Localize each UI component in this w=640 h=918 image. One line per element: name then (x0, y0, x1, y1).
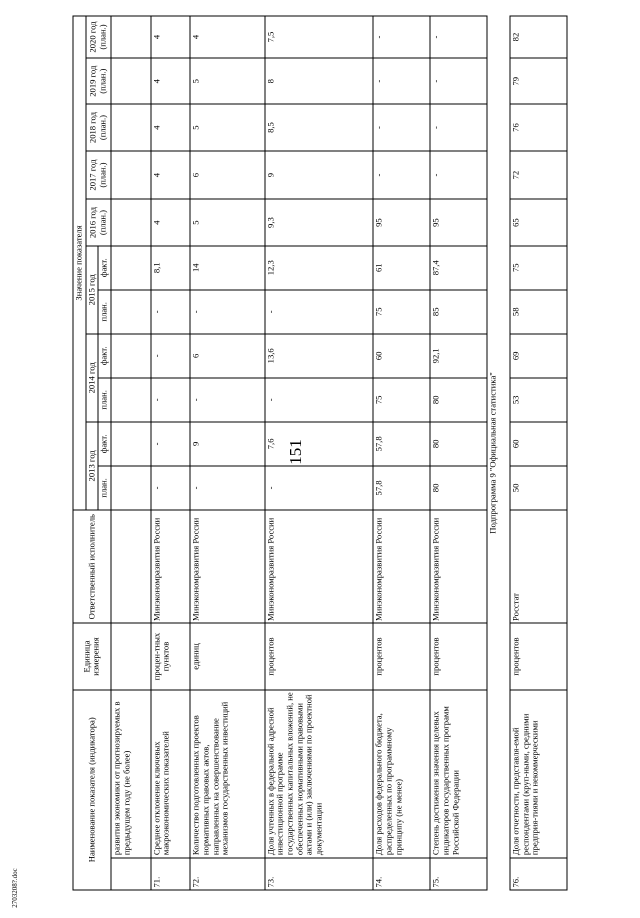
row-responsible: Росстат (510, 509, 567, 623)
header-2015: 2015 год (86, 245, 99, 333)
header-2013: 2013 год (86, 421, 99, 509)
value-cell: 5 (190, 199, 264, 245)
value-cell: - (190, 289, 264, 333)
row-unit: процентов (373, 623, 430, 689)
value-cell: 4 (151, 104, 191, 150)
row-number: 72. (190, 857, 264, 889)
header-2014-plan: план. (98, 377, 111, 421)
value-cell: - (430, 16, 487, 58)
value-cell: 76 (510, 104, 567, 150)
value-cell: - (151, 333, 191, 377)
table-row (190, 16, 264, 890)
row-name: Степень достижения значения целевых индикаторов государственных программ Российской Федерации (430, 689, 487, 857)
value-cell: 8,1 (151, 245, 191, 289)
value-cell: 80 (430, 421, 487, 465)
value-cell: 75 (373, 377, 430, 421)
row-responsible: Минэкономразвития России (430, 509, 487, 623)
header-2015-plan: план. (98, 289, 111, 333)
value-cell: - (265, 289, 374, 333)
value-cell: 4 (151, 199, 191, 245)
value-cell: 7,5 (265, 16, 374, 58)
row-responsible: Минэкономразвития России (151, 509, 191, 623)
value-cell: - (373, 16, 430, 58)
row-name: Доля отчетности, представля-емой респондентами (круп-ными, средними предприя-тиями и некоммерческими (510, 689, 567, 857)
header-2020: 2020 год (план.) (86, 16, 111, 58)
subprogram-row (487, 16, 510, 890)
value-cell: - (373, 150, 430, 199)
value-cell: 9,3 (265, 199, 374, 245)
value-cell: 80 (430, 377, 487, 421)
value-cell: 75 (373, 289, 430, 333)
value-cell: 6 (190, 150, 264, 199)
footer-document-code: 2703208?.doc (11, 868, 19, 908)
value-cell: 4 (151, 16, 191, 58)
value-cell: 8,5 (265, 104, 374, 150)
value-cell: 5 (190, 58, 264, 104)
row-number: 73. (265, 857, 374, 889)
header-2019: 2019 год (план.) (86, 58, 111, 104)
header-2014: 2014 год (86, 333, 99, 421)
value-cell: 8 (265, 58, 374, 104)
row-name: Количество подготовленных проектов нормативных правовых актов, направленных на совершенствование механизмов государственных инвестиций (190, 689, 264, 857)
value-cell: - (151, 289, 191, 333)
value-cell: - (190, 465, 264, 509)
value-cell: 87,4 (430, 245, 487, 289)
value-cell: - (373, 58, 430, 104)
table-row (151, 16, 191, 890)
value-cell: 75 (510, 245, 567, 289)
table-row (265, 16, 374, 890)
row-responsible: Минэкономразвития России (265, 509, 374, 623)
value-cell: 95 (430, 199, 487, 245)
value-cell: 12,3 (265, 245, 374, 289)
header-values: Значение показателя (73, 16, 86, 510)
value-cell: - (151, 465, 191, 509)
header-2013-fact: факт. (98, 421, 111, 465)
value-cell: - (373, 104, 430, 150)
row-number: 74. (373, 857, 430, 889)
table-row (373, 16, 430, 890)
row-responsible: Минэкономразвития России (190, 509, 264, 623)
value-cell: 92,1 (430, 333, 487, 377)
value-cell: - (265, 465, 374, 509)
value-cell: - (430, 150, 487, 199)
header-2014-fact: факт. (98, 333, 111, 377)
row-number: 71. (151, 857, 191, 889)
subprogram-title: Подпрограмма 9 "Официальная статистика" (487, 371, 498, 534)
header-2013-plan: план. (98, 465, 111, 509)
row-name: Среднее отклонение ключевых макроэкономических показателей (151, 689, 191, 857)
value-cell: 79 (510, 58, 567, 104)
value-cell: 60 (373, 333, 430, 377)
value-cell: 58 (510, 289, 567, 333)
value-cell: 50 (510, 465, 567, 509)
value-cell: 95 (373, 199, 430, 245)
page-number: 151 (286, 439, 305, 465)
value-cell: - (151, 421, 191, 465)
value-cell: 65 (510, 199, 567, 245)
value-cell: 53 (510, 377, 567, 421)
value-cell: 14 (190, 245, 264, 289)
continuation-row (111, 16, 151, 890)
row-unit: процентов (430, 623, 487, 689)
row-unit: единиц (190, 623, 264, 689)
header-name: Наименование показателя (индикатора) (73, 689, 111, 889)
rotated-table-container (73, 15, 568, 890)
value-cell: 6 (190, 333, 264, 377)
indicators-table (73, 15, 568, 890)
header-2018: 2018 год (план.) (86, 104, 111, 150)
header-2015-fact: факт. (98, 245, 111, 289)
continuation-text: развития экономики от прогнозируемых в предыдущем году (не более) (111, 689, 151, 857)
value-cell: - (430, 104, 487, 150)
value-cell: 57,8 (373, 421, 430, 465)
value-cell: 13,6 (265, 333, 374, 377)
value-cell: 61 (373, 245, 430, 289)
row-number: 76. (510, 857, 567, 889)
value-cell: - (265, 377, 374, 421)
value-cell: 5 (190, 104, 264, 150)
row-number: 75. (430, 857, 487, 889)
row-unit: процен-тных пунктов (151, 623, 191, 689)
value-cell: 4 (190, 16, 264, 58)
row-name: Доля учтенных в федеральной адресной инвестиционной программе государственных капитальных вложений, не обеспеченных нормативными правовыми актами и (или) заключениями по проектной документации (265, 689, 374, 857)
value-cell: 72 (510, 150, 567, 199)
row-responsible: Минэкономразвития России (373, 509, 430, 623)
value-cell: 57,8 (373, 465, 430, 509)
value-cell: 69 (510, 333, 567, 377)
row-name: Доля расходов федерального бюджета, распределенных по программному принципу (не менее) (373, 689, 430, 857)
value-cell: 4 (151, 150, 191, 199)
value-cell: 85 (430, 289, 487, 333)
row-unit: процентов (265, 623, 374, 689)
value-cell: 4 (151, 58, 191, 104)
table-row (430, 16, 487, 890)
value-cell: 7,6 (265, 421, 374, 465)
value-cell: 80 (430, 465, 487, 509)
value-cell: - (430, 58, 487, 104)
value-cell: - (151, 377, 191, 421)
header-responsible: Ответственный исполнитель (73, 509, 111, 623)
header-2016: 2016 год (план.) (86, 199, 111, 245)
value-cell: 9 (265, 150, 374, 199)
header-2017: 2017 год (план.) (86, 150, 111, 199)
table-row (510, 16, 567, 890)
value-cell: 82 (510, 16, 567, 58)
header-unit: Единица измерения (73, 623, 111, 689)
value-cell: 60 (510, 421, 567, 465)
value-cell: - (190, 377, 264, 421)
value-cell: 9 (190, 421, 264, 465)
row-unit: процентов (510, 623, 567, 689)
